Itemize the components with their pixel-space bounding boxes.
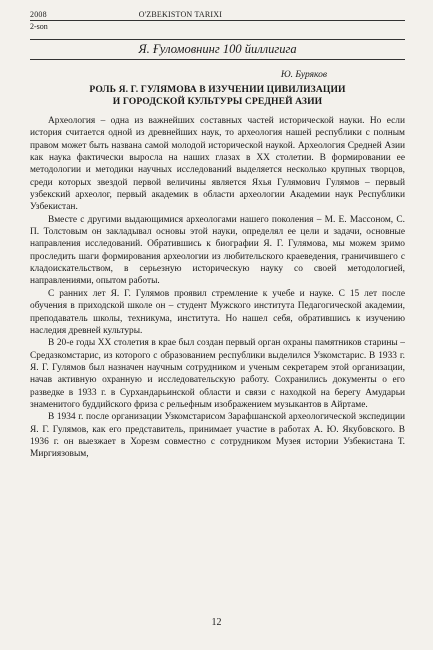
paragraph: Вместе с другими выдающимися археологами нашего поколения – М. Е. Массоном, С. П. Толстовым он закладывал основы этой науки, определял ее цели и задачи, основные направления исследований. Обратившись к биографии Я. Г. Гулямова, мы можем зримо проследить шаги формирования археологии из любительского краеведения, граничившего с кладоискательством, в серьезную историческую науку со своей методологией, направлениями, опытом работы. — [30, 214, 405, 287]
article-title-line: РОЛЬ Я. Г. ГУЛЯМОВА В ИЗУЧЕНИИ ЦИВИЛИЗАЦИИ — [89, 84, 346, 95]
header-year: 2008 — [30, 10, 47, 19]
article-body — [30, 115, 405, 461]
article-title — [30, 84, 405, 108]
running-header — [30, 10, 405, 21]
section-banner: Я. Ғуломовнинг 100 йиллигига — [30, 39, 405, 60]
article-title-line: И ГОРОДСКОЙ КУЛЬТУРЫ СРЕДНЕЙ АЗИИ — [112, 96, 323, 107]
page-number: 12 — [211, 617, 222, 628]
header-issue: 2-son — [30, 22, 48, 31]
paragraph: Археология – одна из важнейших составных частей исторической науки. Но если история считается одной из древнейших наук, то археология нашей республики с полным правом может быть названа самой молодой исторической наукой. Археология Средней Азии как наука фактически выросла на наших глазах в XX столетии. В формировании ее методологии и методики научных исследований выделяется несколько крупных творцов, среди которых звездой первой величины является Яхья Гулямович Гулямов – первый узбекский археолог, первый академик в области археологии Академии наук Республики Узбекистан. — [30, 116, 405, 213]
article-author: Ю. Буряков — [280, 70, 327, 80]
paragraph: В 1934 г. после организации Узкомстарисом Зарафшанской археологической экспедиции Я. Г. Гулямов, как его представитель, принимает участие в работах А. Ю. Якубовского. В 1936 г. он выезжает в Хорезм совместно с сотрудником Музея истории Узбекистана Т. Миргиязовым, — [30, 412, 405, 460]
header-journal-title: O'ZBEKISTON TARIXI — [138, 10, 223, 19]
paragraph: С ранних лет Я. Г. Гулямов проявил стремление к учебе и науке. С 15 лет после обучения в приходской школе он – студент Мужского института Педагогической академии, преподаватель школы, техникума, института. Но нашел себя, обратившись к изучению наследия древней культуры. — [30, 288, 405, 336]
paragraph: В 20-е годы XX столетия в крае был создан первый орган охраны памятников старины – Средазкомстарис, из которого с образованием республики выделился Узкомстарис. В 1933 г. Я. Г. Гулямов был назначен научным сотрудником и ученым секретарем этой организации, начав активную охранную и исследовательскую работу. Сохранились документы о его разведке в 1933 г. в Сурхандарьинской области и связи с находкой на берегу Амударьи знаменитого буддийского фриза с рельефным изображением музыкантов в Айртаме. — [30, 338, 405, 410]
